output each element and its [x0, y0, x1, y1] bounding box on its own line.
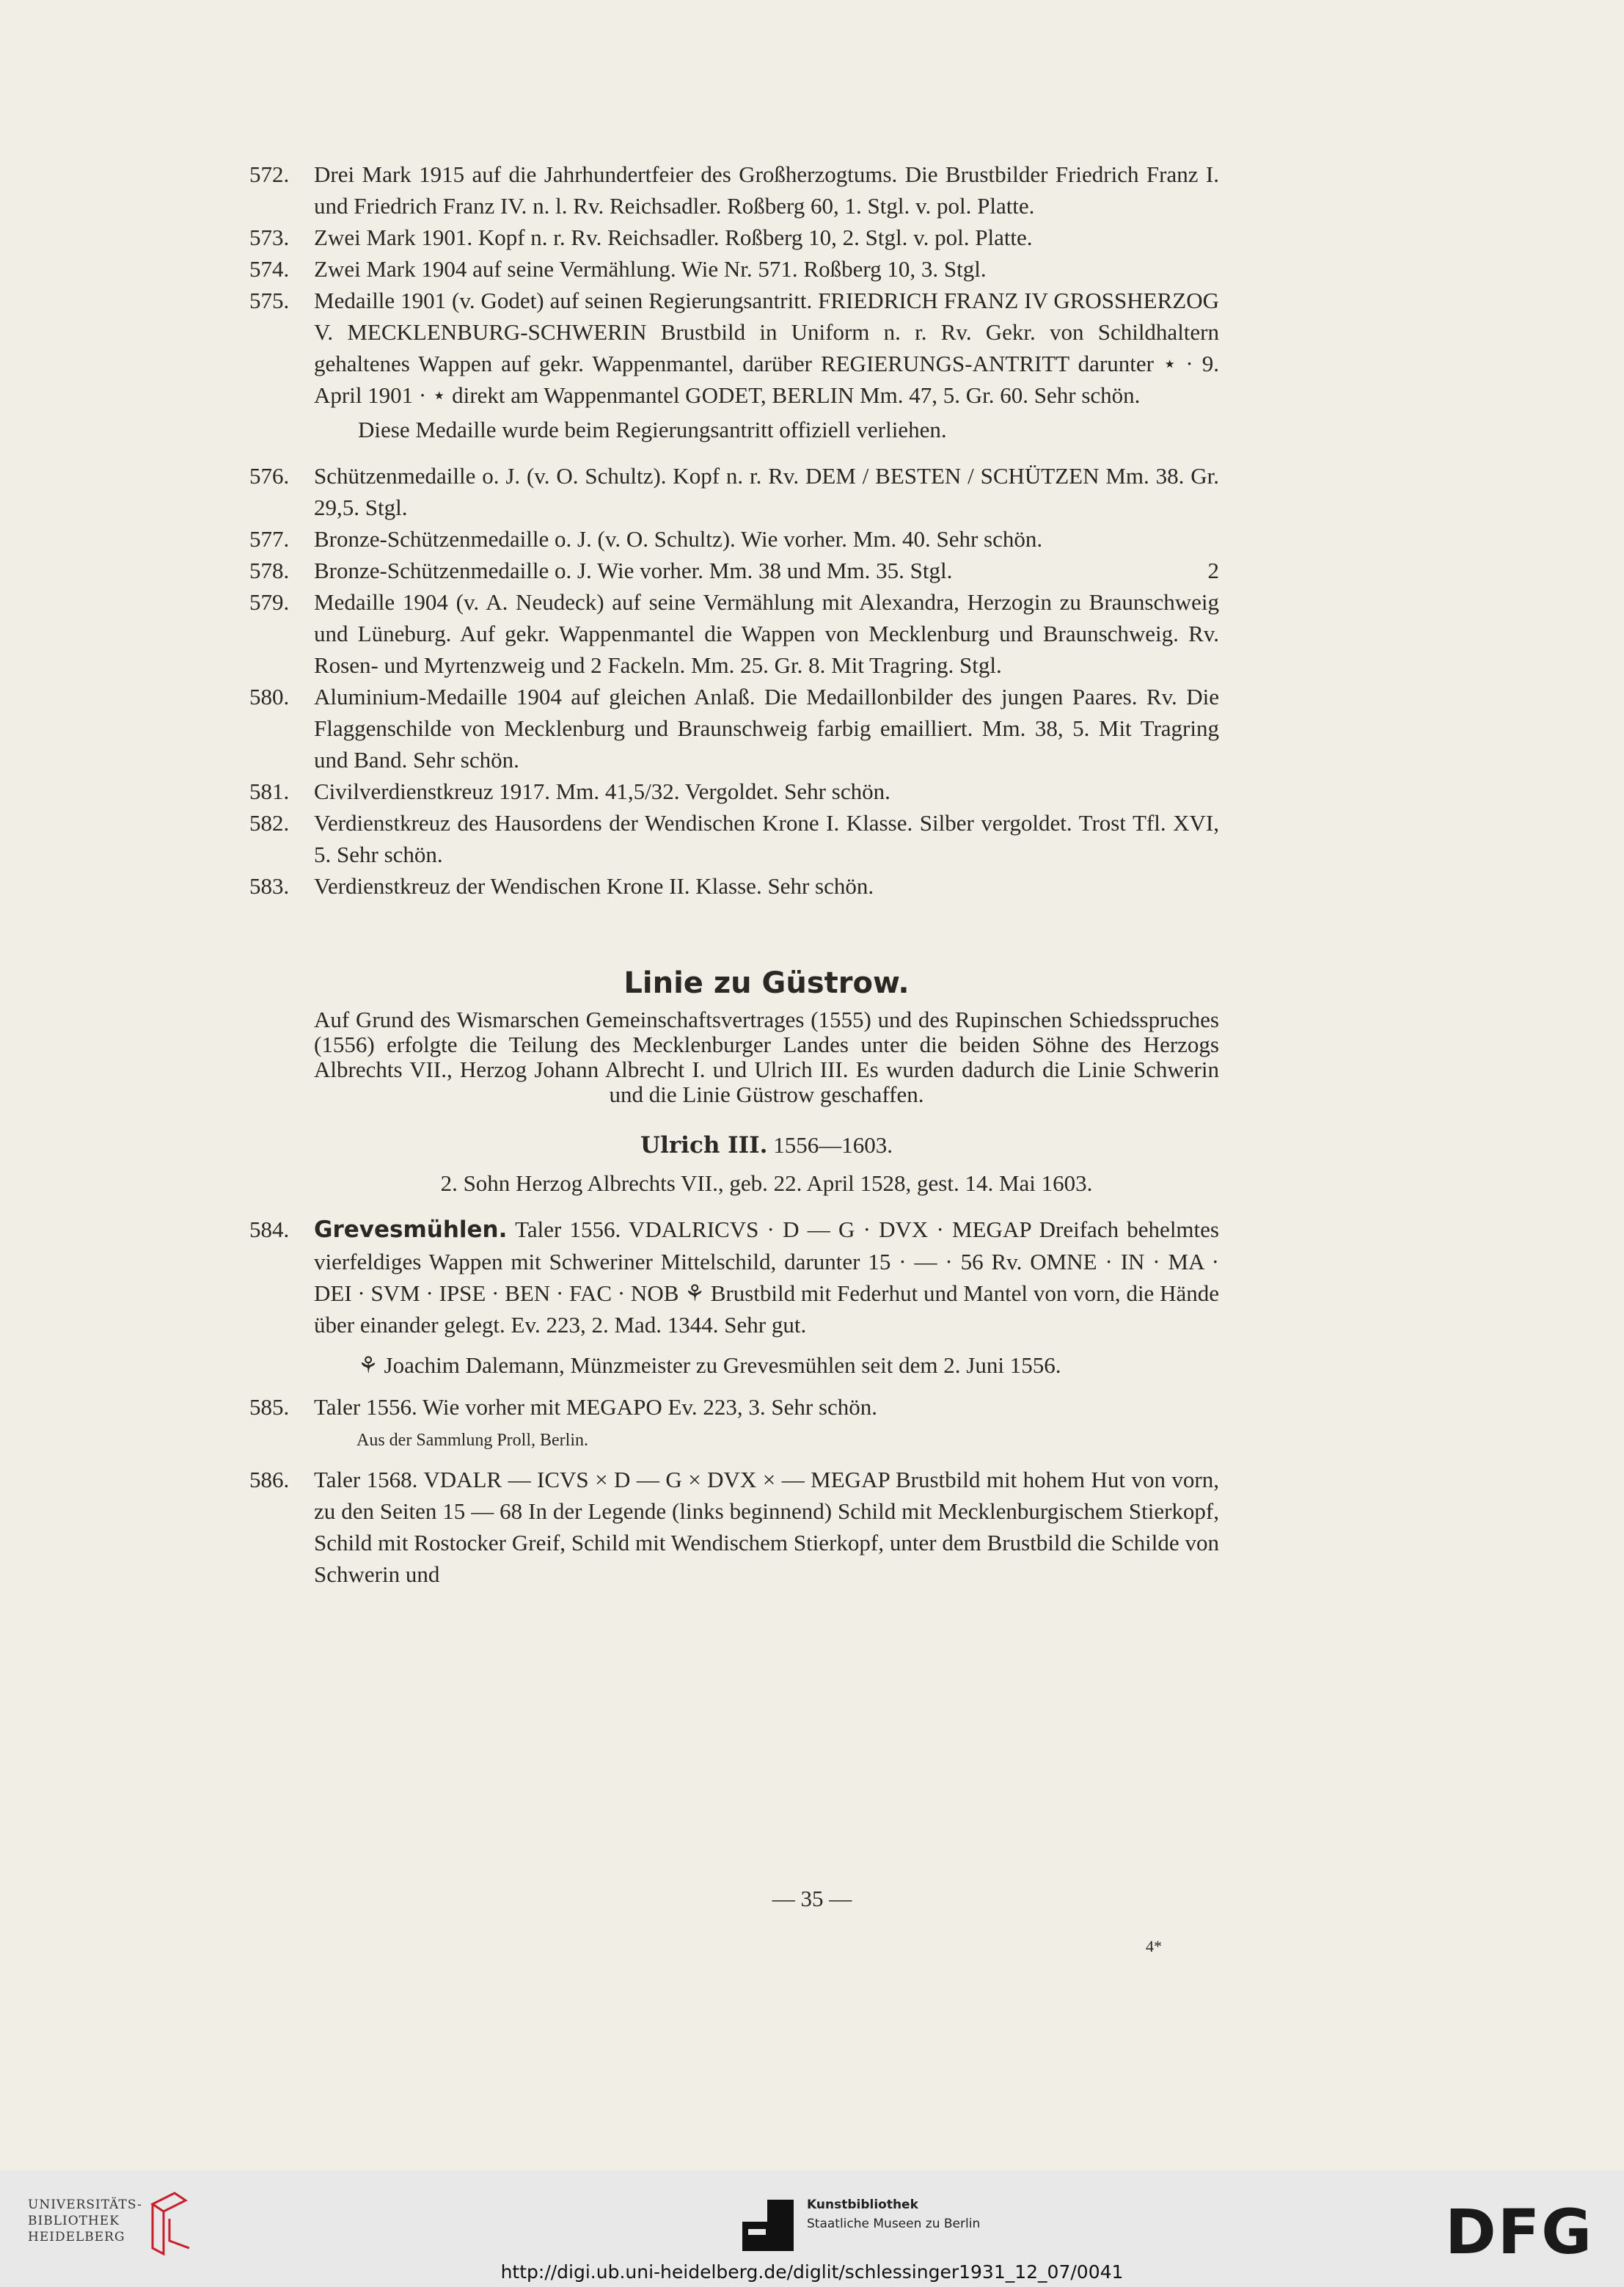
ub-heidelberg-logo-icon [145, 2189, 197, 2255]
page-number: — 35 — [772, 1886, 852, 1911]
kunstbibliothek-wordmark: Kunstbibliothek Staatliche Museen zu Berlin [807, 2197, 981, 2231]
note-584: ⚘ Joachim Dalemann, Münzmeister zu Grevesmühlen seit dem 2. Juni 1556. [358, 1352, 1061, 1378]
entry-number: 579. [249, 589, 290, 615]
section-heading: Linie zu Güstrow. [623, 966, 910, 1000]
entry-number: 581. [249, 778, 290, 804]
entry-text: Taler 1556. Wie vorher mit MEGAPO Ev. 223, 3. Sehr schön. [314, 1394, 878, 1420]
ub-heidelberg-wordmark: UNIVERSITÄTS- BIBLIOTHEK HEIDELBERG [28, 2197, 142, 2244]
entry-text: Medaille 1901 (v. Godet) auf seinen Regierungsantritt. FRIEDRICH FRANZ IV GROSSHERZOG V. MECKLENBURG-SCHWERIN Brustbild in Uniform n. r. Rv. Gekr. von Schildhaltern gehaltenes Wappen auf gekr. Wappenmantel, darüber REGIERUNGS-ANTRITT darunter ⋆ · 9. April 1901 · ⋆ direkt am Wappenmantel GODET, BERLIN Mm. 47, 5. Gr. 60. Sehr schön. [314, 288, 1219, 408]
catalogue-entry [249, 776, 1219, 807]
section-intro: Auf Grund des Wismarschen Gemeinschaftsvertrages (1555) und des Rupinschen Schiedsspruches (1556) erfolgte die Teilung des Mecklenburger Landes unter die beiden Söhne des Herzogs Albrechts VII., Herzog Johann Albrecht I. und Ulrich III. Es wurden dadurch die Linie Schwerin und die Linie Güstrow geschaffen. [314, 1007, 1219, 1107]
entry-text: Verdienstkreuz der Wendischen Krone II. Klasse. Sehr schön. [314, 873, 874, 899]
entry-number: 586. [249, 1467, 290, 1492]
entry-number: 583. [249, 873, 290, 899]
ruler-name: Ulrich III. [640, 1132, 768, 1159]
entry-number: 576. [249, 463, 290, 489]
catalogue-entry [249, 807, 1219, 870]
entry-number: 575. [249, 288, 290, 313]
entry-text: Taler 1568. VDALR — ICVS × D — G × DVX × — MEGAP Brustbild mit hohem Hut von vorn, zu den Seiten 15 — 68 In der Legende (links beginnend) Schild mit Mecklenburgischem Stierkopf, Schild mit Rostocker Greif, Schild mit Wendischem Stierkopf, unter dem Brustbild die Schilde von Schwerin und [314, 1467, 1219, 1587]
catalogue-entry-586 [249, 1464, 1219, 1590]
entries-group-b [249, 460, 1219, 902]
digitization-footer [0, 2170, 1624, 2287]
dfg-logo: DFG [1445, 2196, 1594, 2268]
entry-text: Bronze-Schützenmedaille o. J. (v. O. Schultz). Wie vorher. Mm. 40. Sehr schön. [314, 526, 1043, 552]
kunstbibliothek-logo-icon [742, 2200, 794, 2251]
note-575: Diese Medaille wurde beim Regierungsantritt offiziell verliehen. [358, 417, 947, 442]
entry-number: 578. [249, 558, 290, 583]
mint-place: Grevesmühlen. [314, 1217, 508, 1243]
catalogue-entry [249, 253, 1219, 285]
entry-text: Zwei Mark 1904 auf seine Vermählung. Wie Nr. 571. Roßberg 10, 3. Stgl. [314, 256, 987, 282]
entry-number: 582. [249, 810, 290, 836]
entry-text: Bronze-Schützenmedaille o. J. Wie vorher. Mm. 38 und Mm. 35. Stgl. [314, 558, 953, 583]
catalogue-entry [249, 158, 1219, 222]
entries-group-a [249, 158, 1219, 411]
catalogue-entry [249, 523, 1219, 555]
entry-number: 572. [249, 161, 290, 187]
entry-quantity: 2 [1207, 558, 1219, 583]
entry-text: Verdienstkreuz des Hausordens der Wendischen Krone I. Klasse. Silber vergoldet. Trost Tfl. XVI, 5. Sehr schön. [314, 810, 1219, 867]
catalogue-entry [249, 460, 1219, 523]
entry-text: Zwei Mark 1901. Kopf n. r. Rv. Reichsadler. Roßberg 10, 2. Stgl. v. pol. Platte. [314, 225, 1033, 250]
entry-text: Taler 1556. VDALRICVS · D — G · DVX · MEGAP Dreifach behelmtes vierfeldiges Wappen mit Schweriner Mittelschild, darunter 15 · — · 56 Rv. OMNE · IN · MA · DEI · SVM · IPSE · BEN · FAC · NOB ⚘ Brustbild mit Federhut und Mantel von vorn, die Hände über einander gelegt. Ev. 223, 2. Mad. 1344. Sehr gut. [314, 1217, 1219, 1338]
ruler-years: 1556—1603. [773, 1132, 893, 1158]
entry-number: 585. [249, 1394, 290, 1420]
entry-number: 573. [249, 225, 290, 250]
source-url: http://digi.ub.uni-heidelberg.de/diglit/schlessinger1931_12_07/0041 [500, 2261, 1124, 2283]
entry-text: Drei Mark 1915 auf die Jahrhundertfeier des Großherzogtums. Die Brustbilder Friedrich Franz I. und Friedrich Franz IV. n. l. Rv. Reichsadler. Roßberg 60, 1. Stgl. v. pol. Platte. [314, 161, 1219, 219]
sheet-signature: 4* [1146, 1937, 1162, 1955]
ruler-heading [249, 1129, 1219, 1161]
note-585: Aus der Sammlung Proll, Berlin. [356, 1431, 588, 1450]
catalogue-text [249, 158, 1219, 1590]
entry-text: Medaille 1904 (v. A. Neudeck) auf seine Vermählung mit Alexandra, Herzogin zu Braunschweig und Lüneburg. Auf gekr. Wappenmantel die Wappen von Mecklenburg und Braunschweig. Rv. Rosen- und Myrtenzweig und 2 Fackeln. Mm. 25. Gr. 8. Mit Tragring. Stgl. [314, 589, 1219, 678]
entry-text: Civilverdienstkreuz 1917. Mm. 41,5/32. Vergoldet. Sehr schön. [314, 778, 890, 804]
entry-text: Schützenmedaille o. J. (v. O. Schultz). Kopf n. r. Rv. DEM / BESTEN / SCHÜTZEN Mm. 38. Gr. 29,5. Stgl. [314, 463, 1219, 520]
entry-number: 584. [249, 1217, 290, 1242]
entry-number: 574. [249, 256, 290, 282]
entry-number: 577. [249, 526, 290, 552]
catalogue-entry-584 [249, 1214, 1219, 1341]
catalogue-entry [249, 681, 1219, 776]
catalogue-entry [249, 870, 1219, 902]
ruler-biography: 2. Sohn Herzog Albrechts VII., geb. 22. April 1528, gest. 14. Mai 1603. [440, 1170, 1093, 1196]
catalogue-entry [249, 222, 1219, 253]
catalogue-entry [249, 555, 1219, 586]
catalogue-entry [249, 285, 1219, 411]
catalogue-entry [249, 586, 1219, 681]
entry-text: Aluminium-Medaille 1904 auf gleichen Anlaß. Die Medaillonbilder des jungen Paares. Rv. Die Flaggenschilde von Mecklenburg und Braunschweig farbig emailliert. Mm. 38, 5. Mit Tragring und Band. Sehr schön. [314, 684, 1219, 773]
catalogue-entry-585 [249, 1391, 1219, 1423]
entry-number: 580. [249, 684, 290, 710]
